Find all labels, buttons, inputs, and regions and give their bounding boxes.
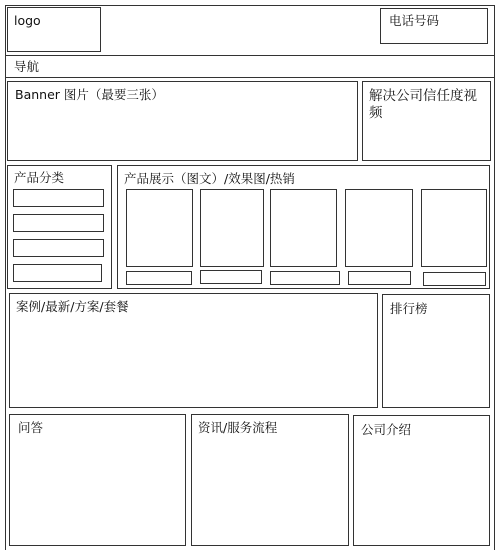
product-title: 产品展示（图文）/效果图/热销	[124, 171, 295, 186]
product-image[interactable]	[421, 189, 487, 267]
logo-box[interactable]	[7, 7, 101, 52]
product-image[interactable]	[345, 189, 413, 267]
category-item[interactable]	[13, 189, 104, 207]
about-box[interactable]	[353, 415, 490, 546]
category-title: 产品分类	[14, 170, 65, 185]
product-caption[interactable]	[423, 272, 486, 286]
product-image[interactable]	[126, 189, 193, 267]
service-label: 资讯/服务流程	[198, 420, 278, 435]
phone-label: 电话号码	[389, 13, 440, 28]
about-label: 公司介绍	[361, 422, 412, 437]
qa-label: 问答	[18, 420, 44, 435]
service-box[interactable]	[191, 414, 349, 546]
product-caption[interactable]	[348, 271, 411, 285]
cases-label: 案例/最新/方案/套餐	[16, 299, 129, 314]
category-item[interactable]	[13, 239, 104, 257]
ranking-box[interactable]	[382, 294, 490, 408]
product-image[interactable]	[270, 189, 337, 267]
product-caption[interactable]	[200, 270, 262, 284]
nav-bar[interactable]	[5, 55, 495, 78]
logo-label: logo	[14, 13, 41, 28]
qa-box[interactable]	[9, 414, 186, 546]
category-item[interactable]	[13, 264, 102, 282]
banner-box[interactable]	[7, 81, 358, 161]
nav-label: 导航	[14, 59, 40, 74]
category-item[interactable]	[13, 214, 104, 232]
product-image[interactable]	[200, 189, 264, 267]
cases-box[interactable]	[9, 293, 378, 408]
product-caption[interactable]	[270, 271, 340, 285]
ranking-label: 排行榜	[390, 301, 428, 316]
product-caption[interactable]	[126, 271, 192, 285]
banner-label: Banner 图片（最要三张）	[15, 87, 164, 102]
trust-video-box[interactable]	[362, 81, 491, 161]
trust-video-label: 解决公司信任度视频	[369, 88, 477, 121]
phone-box[interactable]	[380, 8, 488, 44]
